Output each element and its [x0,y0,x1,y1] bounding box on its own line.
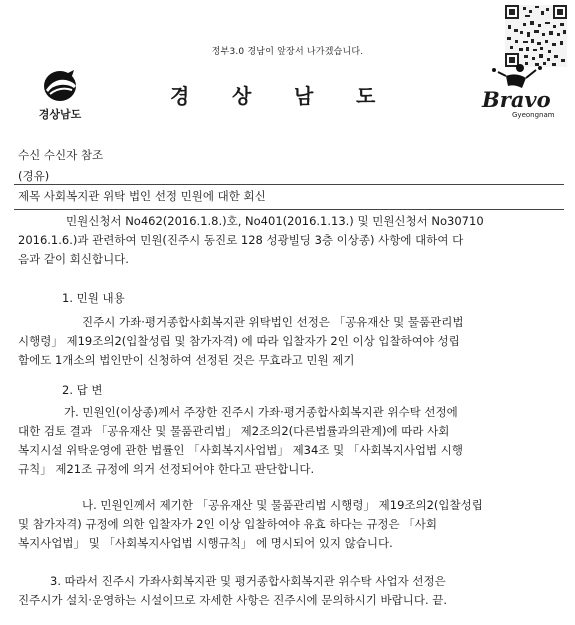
section-2-para-a [18,403,563,479]
bravo-gyeongnam-logo [470,60,565,120]
section-2a-line: 규칙」 제21조 규정에 의거 선정되어야 한다고 판단합니다. [18,462,315,476]
intro-line: 음과 같이 회신합니다. [18,252,129,266]
org-title-char: 도 [356,84,376,108]
section-2a-line: 복지시설 위탁운영에 관한 법률인 「사회복지사업법」 제34조 및 「사회복지사업법 시행 [18,443,463,457]
org-title-char: 상 [232,84,252,108]
via-line: (경유) [18,169,50,183]
section-3-line: 3. 따라서 진주시 가좌사회복지관 및 평거종합사회복지관 위수탁 사업자 선정은 [50,574,446,588]
recipient-line: 수신 수신자 참조 [18,148,104,162]
motto-text: 정부3.0 경남이 앞장서 나가겠습니다. [211,47,364,57]
org-title-char: 남 [294,84,314,108]
brand-logo-text: Bravo [482,87,551,112]
section-2-heading: 2. 답 변 [62,383,103,397]
qr-code [505,5,567,67]
section-3-line: 진주시가 설치·운영하는 시설이므로 자세한 사항은 진주시에 문의하시기 바랍니다. 끝. [18,593,448,607]
section-1-line: 진주시 가좌·평거종합사회복지관 위탁법인 선정은 「공유재산 및 물품관리법 [82,315,464,329]
section-3-paragraph [18,572,563,610]
subject-line: 제목 사회복지관 위탁 법인 선정 민원에 대한 회신 [18,189,266,203]
section-1-line: 시행령」 제19조의2(입찰성립 및 참가자격) 에 따라 입찰자가 2인 이상 입찰하여야 성립 [18,334,460,348]
org-title [170,80,420,109]
section-2a-line: 대한 검토 결과 「공유재산 및 물품관리법」 제2조의2(다른법률과의관계)에 따라 사회 [18,424,450,438]
org-logo-label: 경상남도 [38,108,82,121]
intro-paragraph [18,212,563,269]
section-2b-line: 나. 민원인께서 제기한 「공유재산 및 물품관리법 시행령」 제19조의2(입찰성립 [82,498,483,512]
brand-logo-subtext: Gyeongnam [512,111,555,119]
intro-line: 민원신청서 No462(2016.1.8.)호, No401(2016.1.13.) 및 민원신청서 No30710 [66,214,484,228]
org-title-char: 경 [170,84,190,108]
section-1-heading: 1. 민원 내용 [62,291,125,305]
section-2a-line: 가. 민원인(이상종)께서 주장한 진주시 가좌·평거종합사회복지관 위수탁 선정에 [64,405,458,419]
section-2b-line: 및 참가자격) 규정에 의한 입찰자가 2인 이상 입찰하여야 유효 하다는 규정은 「사회 [18,517,437,531]
section-1-body [18,313,563,370]
section-1-line: 함에도 1개소의 법인만이 신청하여 선정된 것은 무효라고 민원 제기 [18,353,355,367]
section-2-para-b [18,496,563,553]
section-2b-line: 복지사업법」 및 「사회복지사업법 시행규칙」 에 명시되어 있지 않습니다. [18,536,393,550]
intro-line: 2016.1.6.)과 관련하여 민원(진주시 동진로 128 성광빌딩 3층 이상종) 사항에 대하여 다 [18,233,464,247]
